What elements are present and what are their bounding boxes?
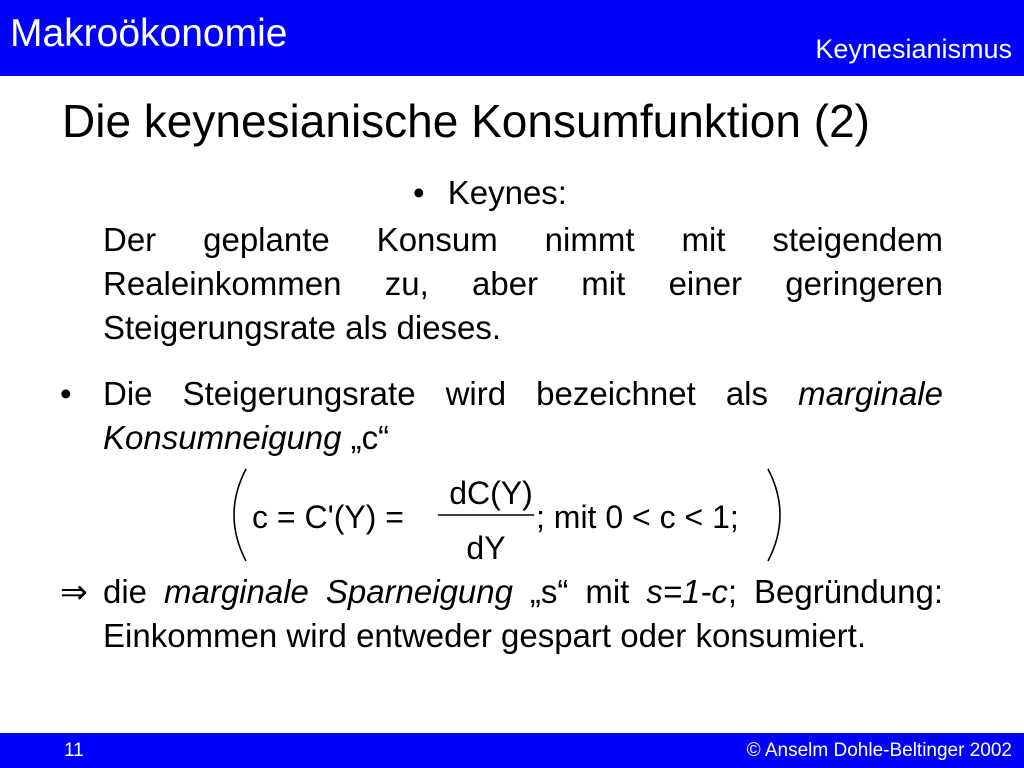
bullet2-text-before: Die Steigerungsrate wird bezeichnet als <box>103 375 799 412</box>
formula-denominator: dY <box>466 530 506 565</box>
term-sparneigung: marginale Sparneigung <box>163 573 513 610</box>
formula-lhs: c = C'(Y) = <box>252 499 404 535</box>
equation-s: s=1-c <box>646 573 728 610</box>
keynes-paragraph: Der geplante Konsum nimmt mit steigendem Realeinkommen zu, aber mit einer geringeren Steigerungsrate als dieses. <box>103 221 943 346</box>
slide-title: Die keynesianische Konsumfunktion (2) <box>62 95 870 147</box>
bullet-marker: • <box>60 375 72 412</box>
term-konsumneigung: marginale Konsumneigung <box>103 375 943 456</box>
implication-block <box>60 570 943 658</box>
left-paren <box>234 469 246 561</box>
consumption-formula <box>228 465 788 565</box>
right-paren <box>768 469 780 561</box>
implication-text <box>103 570 943 658</box>
bullet-keynes-label: Keynes: <box>447 174 567 211</box>
formula-tail: ; mit 0 < c < 1; <box>536 499 739 535</box>
topic-label: Keynesianismus <box>815 34 1012 64</box>
implication-part1: die <box>103 573 164 610</box>
implication-part3: ; Begründung: Einkommen wird entweder gespart oder konsumiert. <box>103 573 943 654</box>
course-title: Makroökonomie <box>10 12 288 55</box>
bullet-steigerungsrate-text <box>103 372 943 460</box>
header-bar <box>0 0 1024 76</box>
bullet-steigerungsrate <box>60 372 943 460</box>
implies-arrow-icon: ⇒ <box>60 573 88 610</box>
bullet-keynes <box>413 171 567 215</box>
formula-numerator: dC(Y) <box>449 475 533 511</box>
footer-bar <box>0 733 1024 768</box>
page-number: 11 <box>64 740 84 761</box>
bullet2-text-after: „c“ <box>341 419 390 456</box>
bullet-marker: • <box>413 174 425 211</box>
implication-part2: „s“ mit <box>512 573 647 610</box>
copyright: © Anselm Dohle-Beltinger 2002 <box>746 740 1012 761</box>
